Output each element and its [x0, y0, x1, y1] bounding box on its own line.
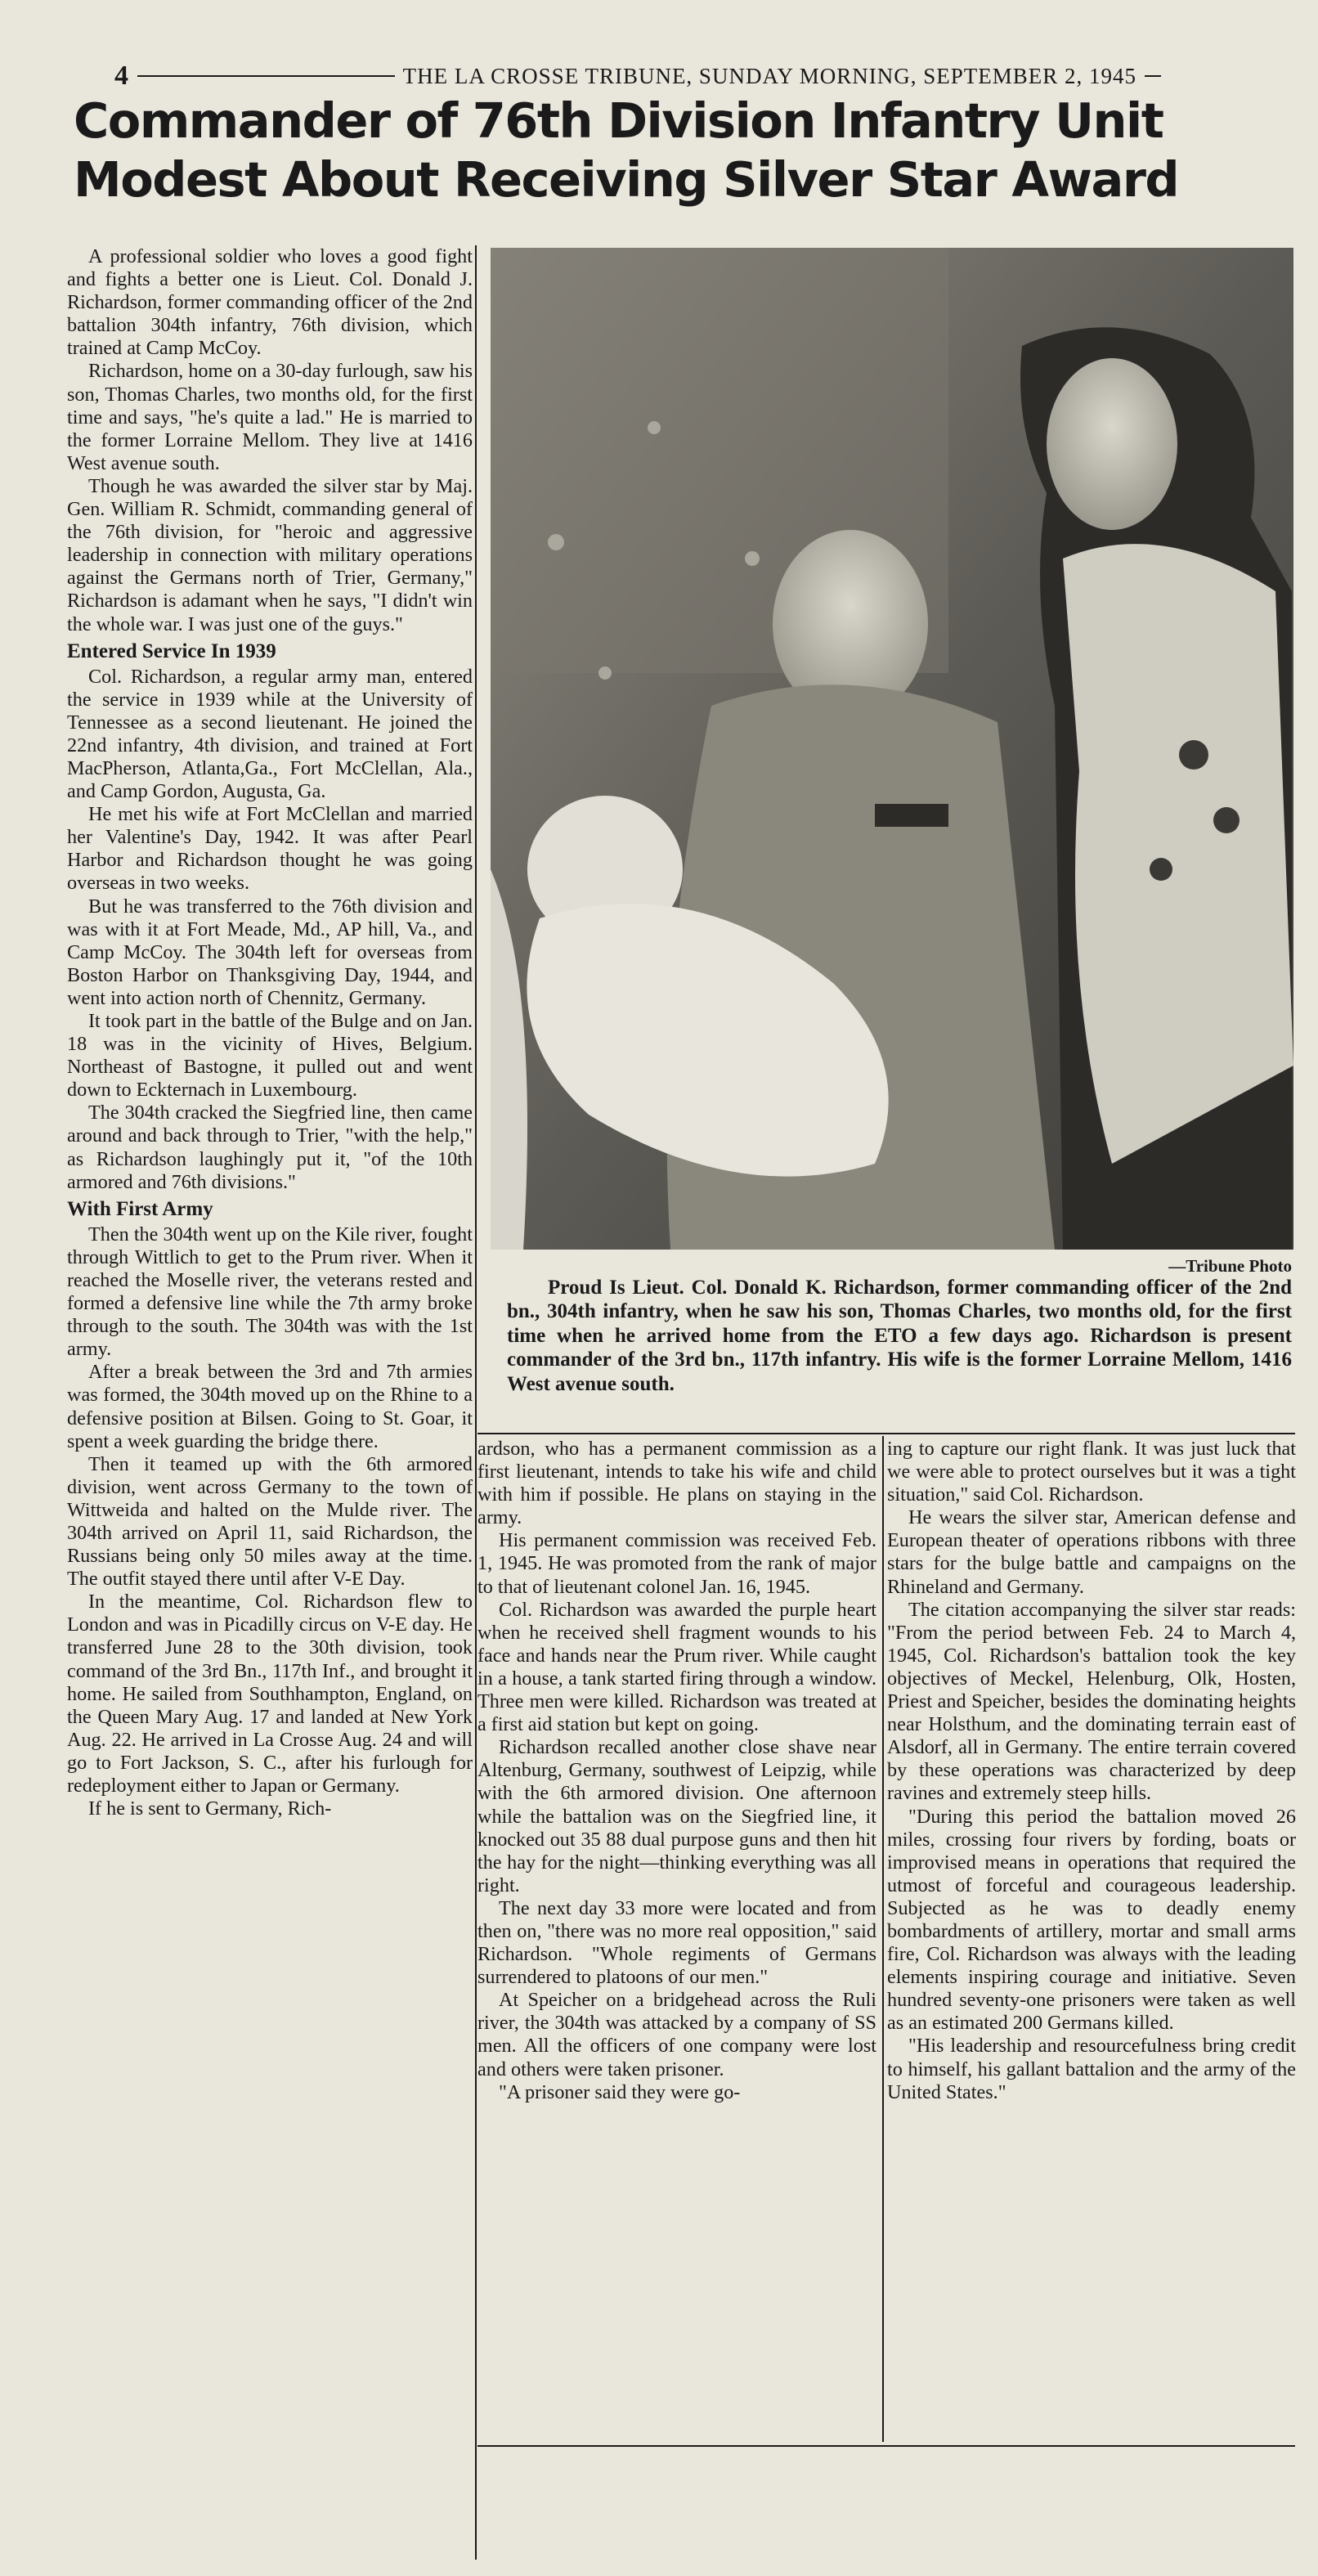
paragraph: Col. Richardson, a regular army man, entered the service in 1939 while at the University of Tennessee as a second lieutenant. He joined the 22nd infantry, 4th division, and trained at Fort MacPherson, Atlanta,Ga., Fort McClellan, Ala., and Camp Gordon, Augusta, Ga. — [67, 665, 473, 803]
paragraph: Richardson recalled another close shave near Altenburg, Germany, southwest of Leipzig, while with the 6th armored division. One afternoon while the battalion was on the Siegfried line, it knocked out 35 88 dual purpose guns and then hit the hay for the night—thinking everything was all right. — [477, 1736, 876, 1896]
paragraph: His permanent commission was received Feb. 1, 1945. He was promoted from the rank of major to that of lieutenant colonel Jan. 16, 1945. — [477, 1529, 876, 1598]
caption-text: Proud Is Lieut. Col. Donald K. Richardson, former commanding officer of the 2nd bn., 304th infantry, when he saw his son, Thomas Charles, two months old, for the first time when he arrived home from the ETO a few days ago. Richardson is present commander of the 3rd bn., 117th infantry. His wife is the former Lorraine Mellom, 1416 West avenue south. — [507, 1277, 1292, 1395]
paragraph: After a break between the 3rd and 7th armies was formed, the 304th moved up on the Rhine to a defensive position at Bilsen. Going to St. Goar, it spent a week guarding the bridge there. — [67, 1361, 473, 1452]
paragraph: The citation accompanying the silver star reads: "From the period between Feb. 24 to March 4, 1945, Col. Richardson's battalion took the key objectives of Meckel, Helenburg, Olk, Hosten, Priest and Speicher, besides the dominating heights near Holsthum, and the dominating terrain east of Alsdorf, all in Germany. The entire terrain covered by these operations was characterized by deep ravines and extremely steep hills. — [887, 1598, 1296, 1805]
paragraph: In the meantime, Col. Richardson flew to London and was in Picadilly circus on V-E day. He transferred June 28 to the 30th division, took command of the 3rd Bn., 117th Inf., and brought it home. He sailed from Southhampton, England, on the Queen Mary Aug. 17 and landed at New York Aug. 22. He arrived in La Crosse Aug. 24 and will go to Fort Jackson, S. C., after his furlough for redeployment either to Japan or Germany. — [67, 1591, 473, 1797]
photo-caption — [507, 1276, 1292, 1396]
family-photo — [491, 248, 1293, 1250]
paragraph: ing to capture our right flank. It was just luck that we were able to protect ourselves but it was a tight situation," said Col. Richardson. — [887, 1438, 1296, 1506]
paragraph: The next day 33 more were located and from then on, "there was no more real opposition," said Richardson. "Whole regiments of Germans surrendered to platoons of our men." — [477, 1896, 876, 1989]
photo-credit: —Tribune Photo — [1168, 1256, 1292, 1276]
paragraph: It took part in the battle of the Bulge and on Jan. 18 was in the vicinity of Hives, Belgium. Northeast of Bastogne, it pulled out and went down to Eckternach in Luxembourg. — [67, 1010, 473, 1102]
article-column-1 — [67, 245, 473, 1820]
paragraph: "His leadership and resourcefulness bring credit to himself, his gallant battalion and the army of the United States." — [887, 2035, 1296, 2103]
article-end-rule — [477, 2445, 1295, 2447]
paragraph: "A prisoner said they were go- — [499, 2080, 741, 2103]
headline: Commander of 76th Division Infantry Unit Modest About Receiving Silver Star Award — [74, 92, 1179, 208]
masthead-rule-left — [137, 75, 395, 77]
paragraph: He wears the silver star, American defense and European theater of operations ribbons with three stars for the bulge battle and campaigns on the Rhineland and Germany. — [887, 1506, 1296, 1598]
paragraph: A professional soldier who loves a good fight and fights a better one is Lieut. Col. Donald J. Richardson, former commanding officer of the 2nd battalion 304th infantry, 76th division, which trained at Camp McCoy. — [67, 245, 473, 360]
subheading: With First Army — [67, 1197, 213, 1220]
caption-rule — [477, 1433, 1295, 1434]
masthead-rule-right — [1145, 75, 1161, 77]
paragraph: "During this period the battalion moved 26 miles, crossing four rivers by fording, boats or improvised means in operations that required the utmost of forceful and courageous leadership. Subjected as he was to deadly enemy bombardments of artillery, mortar and small arms fire, Col. Richardson was always with the leading elements inspiring courage and initiative. Seven hundred seventy-one prisoners were taken as well as an estimated 200 Germans killed. — [887, 1805, 1296, 2035]
article-column-3 — [887, 1438, 1296, 2104]
paragraph: But he was transferred to the 76th division and was with it at Fort Meade, Md., AP hill, Va., and Camp McCoy. The 304th left for overseas from Boston Harbor on Thanksgiving Day, 1944, and went into action north of Chennitz, Germany. — [67, 895, 473, 1009]
paragraph: Though he was awarded the silver star by Maj. Gen. William R. Schmidt, commanding general of the 76th division, for "heroic and aggressive leadership in connection with military operations against the Germans north of Trier, Germany," Richardson is adamant when he says, "I didn't win the whole war. I was just one of the guys." — [67, 474, 473, 635]
paragraph: Then the 304th went up on the Kile river, fought through Wittlich to get to the Prum river. When it reached the Moselle river, the veterans rested and formed a defensive line while the 7th army broke through to the south. The 304th was with the 1st army. — [67, 1223, 473, 1361]
paragraph: He met his wife at Fort McClellan and married her Valentine's Day, 1942. It was after Pearl Harbor and Richardson thought he was going overseas in two weeks. — [67, 803, 473, 895]
article-column-2 — [477, 1438, 876, 2104]
paragraph: At Speicher on a bridgehead across the Ruli river, the 304th was attacked by a company of SS men. All the officers of one company were lost and others were taken prisoner. — [477, 1989, 876, 2080]
paragraph: Col. Richardson was awarded the purple heart when he received shell fragment wounds to his face and hands near the Prum river. While caught in a house, a tank started firing through a window. Three men were killed. Richardson was treated at a first aid station but kept on going. — [477, 1598, 876, 1736]
masthead-text: THE LA CROSSE TRIBUNE, SUNDAY MORNING, SEPTEMBER 2, 1945 — [402, 63, 1136, 88]
paragraph: ardson, who has a permanent commission as a first lieutenant, intends to take his wife and child with him if possible. He plans on staying in the army. — [477, 1438, 876, 1529]
subheading: Entered Service In 1939 — [67, 640, 276, 662]
page-number: 4 — [114, 61, 129, 91]
masthead-line — [114, 61, 1161, 92]
paragraph: If he is sent to Germany, Rich- — [88, 1797, 332, 1820]
paragraph: Then it teamed up with the 6th armored division, went across Germany to the town of Wittweida and halted on the Mulde river. The 304th arrived on April 11, said Richardson, the Russians being only 50 miles away at the time. The outfit stayed there until after V-E Day. — [67, 1452, 473, 1591]
column-rule — [882, 1436, 884, 2442]
paragraph: The 304th cracked the Siegfried line, then came around and back through to Trier, "with the help," as Richardson laughingly put it, "of the 10th armored and 76th divisions." — [67, 1102, 473, 1193]
column-rule — [475, 245, 477, 2560]
paragraph: Richardson, home on a 30-day furlough, saw his son, Thomas Charles, two months old, for the first time and says, "he's quite a lad." He is married to the former Lorraine Mellom. They live at 1416 West avenue south. — [67, 360, 473, 474]
